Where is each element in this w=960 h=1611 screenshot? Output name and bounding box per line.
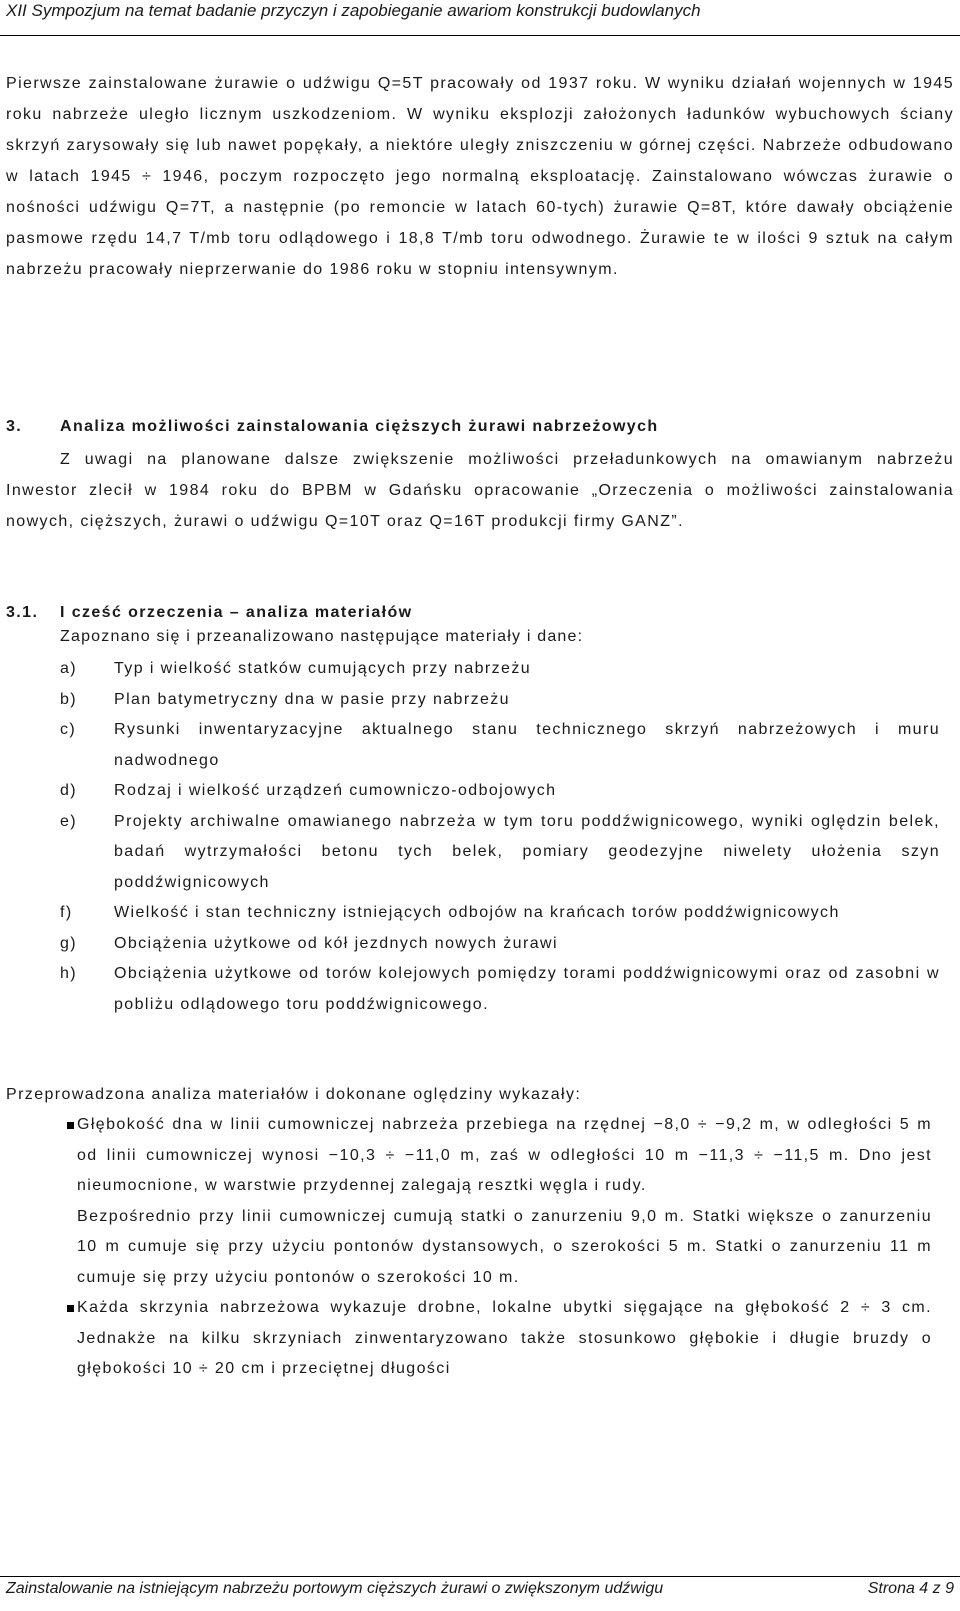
list-item: [60, 776, 940, 807]
list-item-text: Wielkość i stan techniczny istniejących odbojów na krańcach torów poddźwignicowych: [114, 904, 840, 921]
list-item-text: Plan batymetryczny dna w pasie przy nabrzeżu: [114, 690, 510, 708]
section-3-paragraph: Z uwagi na planowane dalsze zwiększenie możliwości przeładunkowych na omawianym nabrzeżu Inwestor zlecił w 1984 roku do BPBM w Gdańsku opracowanie „Orzeczenia o możliwości zainstalowania nowych, cięższych, żurawi o udźwigu Q=10T oraz Q=16T produkcji firmy GANZ”.: [6, 451, 954, 530]
list-item-label: h): [60, 965, 78, 982]
list-item: [60, 959, 940, 1020]
materials-list: [60, 654, 940, 1020]
footer-divider: [0, 1576, 960, 1577]
list-item-label: a): [60, 660, 78, 677]
list-item-label: b): [60, 690, 78, 708]
header-divider: [0, 35, 960, 36]
list-item-text: Rysunki inwentaryzacyjne aktualnego stanu technicznego skrzyń nabrzeżowych i muru nadwodnego: [114, 721, 940, 769]
finding-item: [6, 1110, 932, 1293]
section-3-title: Analiza możliwości zainstalowania cięższych żurawi nabrzeżowych: [60, 418, 659, 435]
finding-text: Głębokość dna w linii cumowniczej nabrzeża przebiega na rzędnej −8,0 ÷ −9,2 m, w odległości 5 m od linii cumowniczej wynosi −10,3 ÷ −11,0 m, zaś w odległości 10 m −11,3 ÷ −11,5 m. Dno jest nieumocnione, w warstwie przydennej zalegają resztki węgla i rudy.: [77, 1116, 932, 1194]
list-item-text: Projekty archiwalne omawianego nabrzeża w tym toru poddźwignicowego, wyniki oględzin belek, badań wytrzymałości betonu tych belek, pomiary geodezyjne niwelety ułożenia szyn poddźwignicowych: [114, 812, 940, 891]
square-bullet-icon: [67, 1122, 74, 1129]
footer-title: Zainstalowanie na istniejącym nabrzeżu portowym cięższych żurawi o zwiększonym udźwigu: [6, 1580, 664, 1597]
list-item-text: Obciążenia użytkowe od kół jezdnych nowych żurawi: [114, 934, 558, 952]
history-paragraph: Pierwsze zainstalowane żurawie o udźwigu Q=5T pracowały od 1937 roku. W wyniku działań wojennych w 1945 roku nabrzeże uległo licznym uszkodzeniom. W wyniku eksplozji założonych ładunków wybuchowych ściany skrzyń zarysowały się lub nawet popękały, a niektóre uległy zniszczeniu w górnej części. Nabrzeże odbudowano w latach 1945 ÷ 1946, poczym rozpoczęto jego normalną eksploatację. Zainstalowano wówczas żurawie o nośności udźwigu Q=7T, a następnie (po remoncie w latach 60-tych) żurawie Q=8T, które dawały obciążenie pasmowe rzędu 14,7 T/mb toru odlądowego i 18,8 T/mb toru odwodnego. Żurawie te w ilości 9 sztuk na całym nabrzeżu pracowały nieprzerwanie do 1986 roku w stopniu intensywnym.: [6, 75, 954, 278]
page-footer: [6, 1580, 954, 1598]
page-header: [0, 0, 960, 30]
finding-item: [6, 1293, 932, 1385]
section-3-heading: [6, 418, 954, 436]
list-item-text: Rodzaj i wielkość urządzeń cumowniczo-odbojowych: [114, 782, 557, 799]
list-item-label: c): [60, 721, 77, 738]
page-number: Strona 4 z 9: [867, 1580, 954, 1597]
list-item-text: Obciążenia użytkowe od torów kolejowych pomiędzy torami poddźwignicowymi oraz od zasobni w pobliżu odlądowego toru poddźwignicowego.: [114, 965, 940, 1013]
materials-intro: Zapoznano się i przeanalizowano następujące materiały i dane:: [60, 628, 584, 645]
list-item-label: e): [60, 812, 78, 830]
section-3-1-heading: [6, 604, 954, 622]
list-item: [60, 715, 940, 776]
list-item: [60, 685, 940, 716]
section-3-1-title: I cześć orzeczenia – analiza materiałów: [60, 604, 413, 621]
analysis-intro: Przeprowadzona analiza materiałów i dokonane oględziny wykazały:: [6, 1086, 582, 1103]
list-item-label: g): [60, 934, 78, 952]
findings-list: [6, 1110, 932, 1385]
list-item-label: f): [60, 904, 73, 921]
list-item: [60, 898, 940, 929]
list-item: [60, 807, 940, 899]
list-item-label: d): [60, 782, 78, 799]
list-item-text: Typ i wielkość statków cumujących przy nabrzeżu: [114, 660, 532, 677]
finding-text: Bezpośrednio przy linii cumowniczej cumują statki o zanurzeniu 9,0 m. Statki większe o zanurzeniu 10 m cumuje się przy użyciu pontonów dystansowych, o szerokości 5 m. Statki o zanurzeniu 11 m cumuje się przy użyciu pontonów o szerokości 10 m.: [77, 1207, 932, 1286]
header-title: XII Sympozjum na temat badanie przyczyn i zapobieganie awariom konstrukcji budowlanych: [6, 1, 701, 20]
list-item: [60, 929, 940, 960]
list-item: [60, 654, 940, 685]
section-3-number: 3.: [6, 418, 23, 435]
square-bullet-icon: [67, 1305, 74, 1312]
section-3-1-number: 3.1.: [6, 604, 39, 621]
finding-text: Każda skrzynia nabrzeżowa wykazuje drobne, lokalne ubytki sięgające na głębokość 2 ÷ 3 cm. Jednakże na kilku skrzyniach zinwentaryzowano także stosunkowo głębokie i długie bruzdy o głębokości 10 ÷ 20 cm i przeciętnej długości: [77, 1299, 932, 1377]
